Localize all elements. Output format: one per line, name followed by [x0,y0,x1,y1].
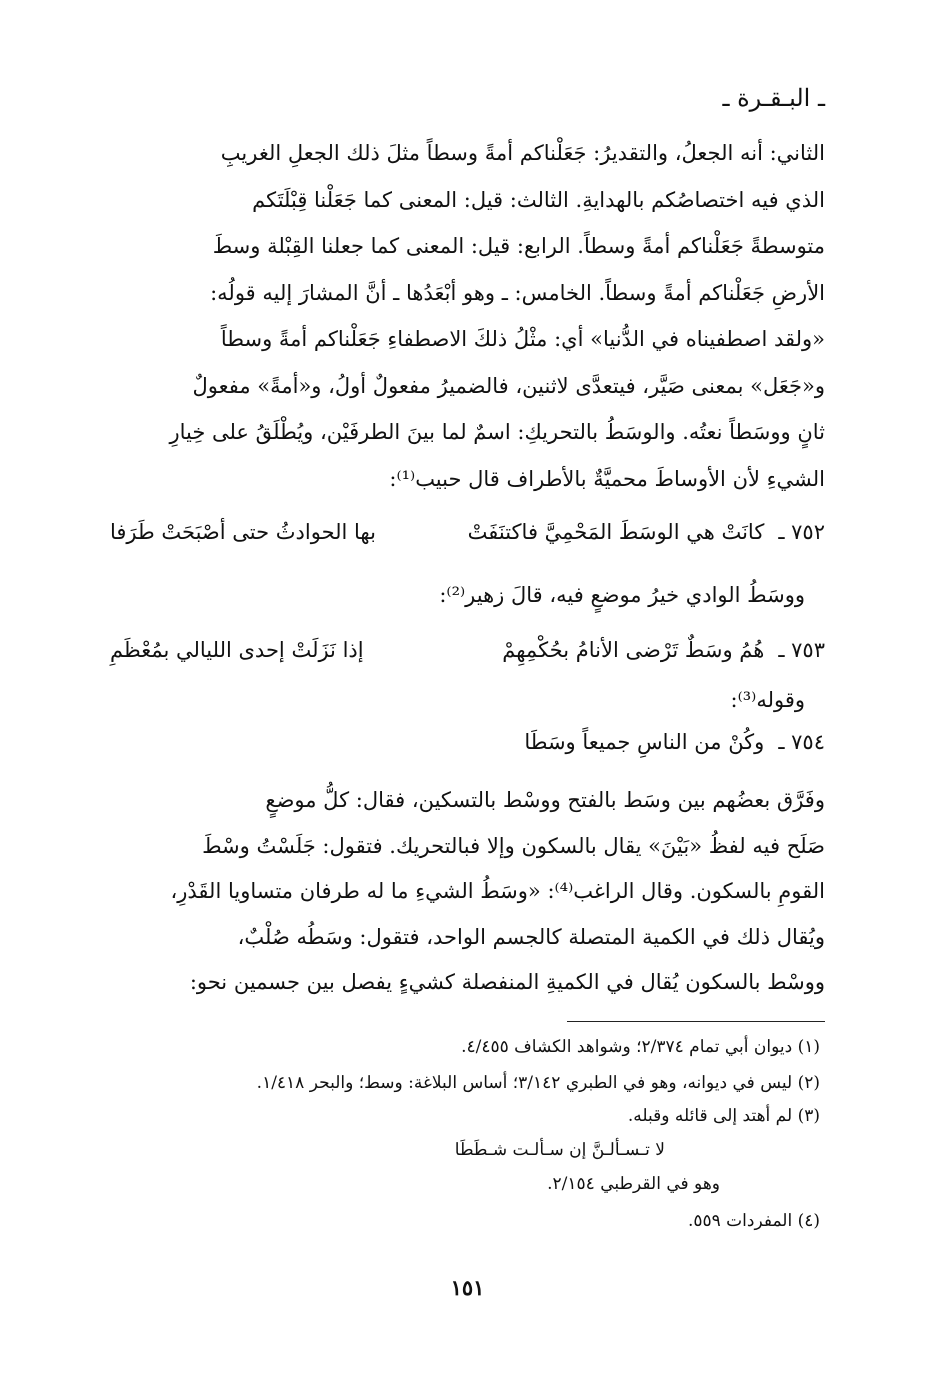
text-line: الثاني: أنه الجعلُ، والتقديرُ: جَعَلْناكم أمةً وسطاً مثلَ ذلك الجعلِ الغريبِ [220,141,825,165]
text-line: الذي فيه اختصاصُكم بالهدايةِ. الثالث: قيل: المعنى كما جَعَلْنا قِبْلَتَكم [252,187,825,212]
verse-754 [110,730,825,754]
footnote-4: (٤) المفردات ٥٥٩. [687,1211,820,1231]
footnote-2: (٢) ليس في ديوانه، وهو في الطبري ٣/١٤٢؛ أساس البلاغة: وسط؛ والبحر ١/٤١٨. [256,1073,820,1093]
main-text [110,130,825,502]
verse-first-hemistich: هُمُ وسَطٌ تَرْضى الأنامُ بحُكْمِهِمْ [502,638,765,662]
text-line: ووسْط بالسكون يُقال في الكميةِ المنفصلة كشيءٍ يفصل بين جسمين نحو: [189,970,825,994]
footnote-3: (٣) لم أهتد إلى قائله وقبله. [627,1106,820,1126]
text-line: ثانٍ ووسَطاً نعتُه. والوسَطُ بالتحريكِ: اسمٌ لما بينَ الطرفَيْن، ويُطْلَقُ على خِيارِ [169,420,825,444]
text-line: صَلَح فيه لفظُ «بَيْنَ» يقال بالسكون وإلا فبالتحريك. فتقول: جَلَسْتُ وسْطَ [202,833,825,858]
verse-second-hemistich: إذا نَزَلَتْ إحدى الليالي بمُعْظَمِ [110,638,364,662]
verse-number: ٧٥٤ ـ [778,730,825,754]
verse-753 [110,638,825,662]
text-line: القومِ بالسكون. وقال الراغب⁽⁴⁾: «وسَطُ الشيءِ ما له طرفان متساويا القَدْرِ، [170,879,825,903]
footnote-divider [567,1021,825,1022]
verse-text: وكُنْ من الناسِ جميعاً وسَطَا [524,730,765,754]
text-line: الشيءِ لأن الأوساطَ محميَّةٌ بالأطراف قال حبيب⁽¹⁾: [389,466,825,491]
footnote-3-note: وهو في القرطبي ٢/١٥٤. [547,1174,720,1194]
text-line: متوسطةً جَعَلْناكم أمةً وسطاً. الرابع: قيل: المعنى كما جعلنا القِبْلة وسطَ [212,234,825,258]
verse-752 [110,520,825,544]
lead-line: وقوله⁽³⁾: [730,688,805,712]
verse-first-hemistich: كانَتْ هي الوسَطَ المَحْمِيَّ فاكتنَفَتْ [467,520,765,544]
text-line: الأرضِ جَعَلْناكم أمةً وسطاً. الخامس: ـ وهو أبْعَدُها ـ أنَّ المشارَ إليه قولُه: [210,280,825,305]
verse-number: ٧٥٢ ـ [778,520,825,544]
lead-line: ووسَطُ الوادي خيرُ موضعٍ فيه، قالَ زهير⁽²⁾: [439,583,805,607]
page-number: ١٥١ [450,1275,485,1300]
verse-number: ٧٥٣ ـ [778,638,825,662]
verse-second-hemistich: بها الحوادثُ حتى أصْبَحَتْ طَرَفا [110,520,376,544]
paragraph [110,778,825,1006]
footnote-1: (١) ديوان أبي تمام ٢/٣٧٤؛ وشواهد الكشاف ٤/٤٥٥. [461,1037,820,1057]
footnote-3-verse: لا تـسـألـنَّ إن سـألـت شـطَطَا [454,1140,665,1160]
running-header: ـ البـقـرة ـ [722,84,825,112]
text-line: و«جَعَل» بمعنى صَيَّر، فيتعدَّى لاثنين، فالضميرُ مفعولٌ أولُ، و«أمةً» مفعولٌ [192,373,825,398]
text-line: ويُقال ذلك في الكمية المتصلة كالجسم الواحد، فتقول: وسَطُه صُلْبٌ، [237,924,825,949]
text-line: «ولقد اصطفيناه في الدُّنيا» أي: مثْلُ ذلكَ الاصطفاءِ جَعَلْناكم أمةً وسطاً [220,327,825,351]
text-line: وفَرَّق بعضُهم بين وسَط بالفتح ووسْط بالتسكين، فقال: كلُّ موضعٍ [265,788,825,812]
